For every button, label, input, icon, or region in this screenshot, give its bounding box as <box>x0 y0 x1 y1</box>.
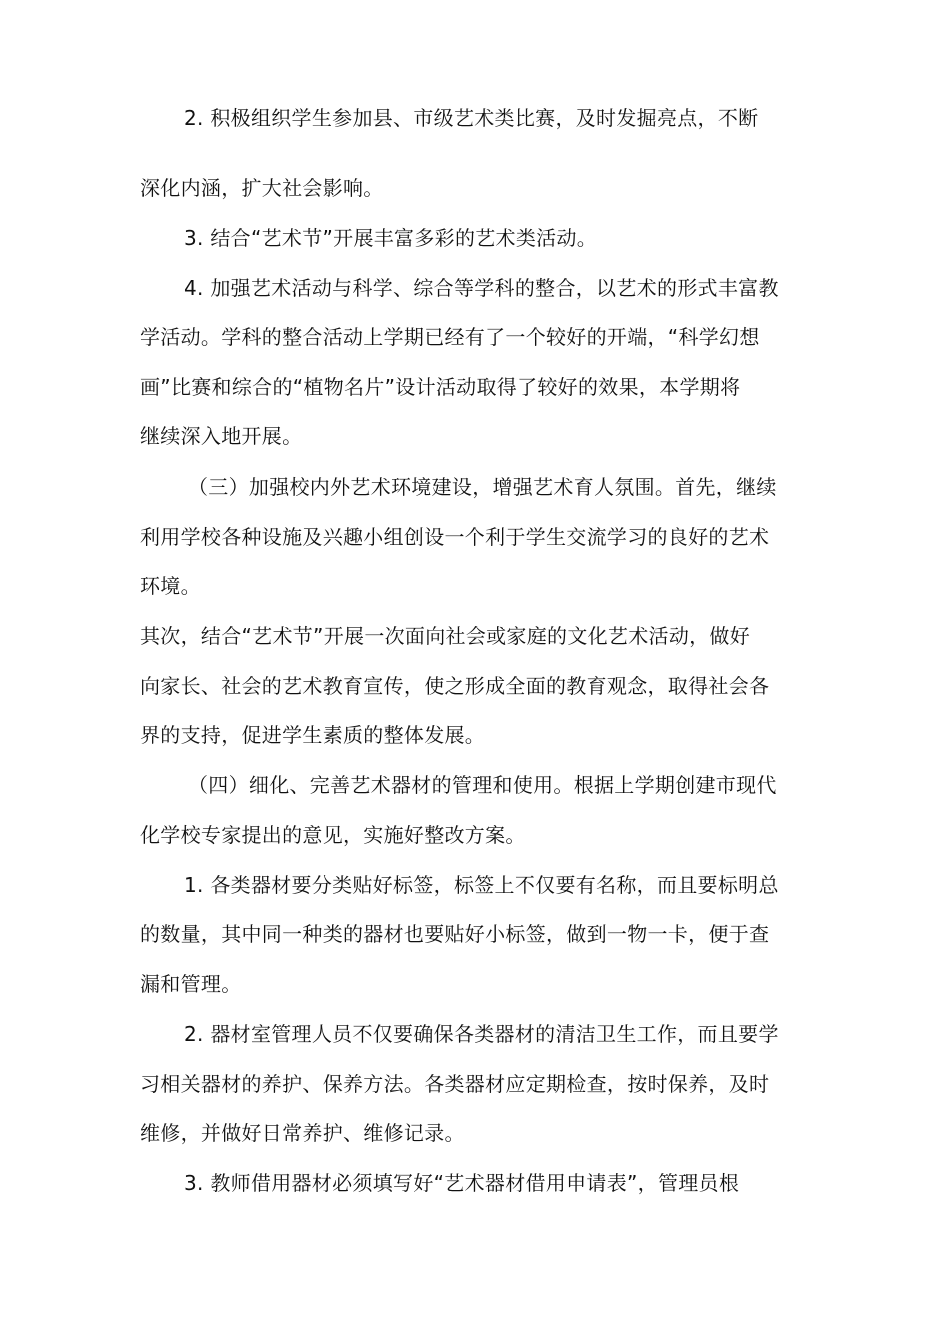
text-line-17: 的数量，其中同一种类的器材也要贴好小标签，做到一物一卡，便于查 <box>140 922 770 946</box>
text-line-13: 界的支持，促进学生素质的整体发展。 <box>140 723 486 747</box>
text-line-21: 维修，并做好日常养护、维修记录。 <box>140 1121 465 1145</box>
text-line-19: 2. 器材室管理人员不仅要确保各类器材的清洁卫生工作，而且要学 <box>184 1022 779 1046</box>
text-line-2: 深化内涵，扩大社会影响。 <box>140 176 384 200</box>
text-line-3: 3. 结合“艺术节”开展丰富多彩的艺术类活动。 <box>184 226 598 250</box>
text-line-8: （三）加强校内外艺术环境建设，增强艺术育人氛围。首先，继续 <box>188 475 777 499</box>
text-line-9: 利用学校各种设施及兴趣小组创设一个利于学生交流学习的良好的艺术 <box>140 525 770 549</box>
text-line-11: 其次，结合“艺术节”开展一次面向社会或家庭的文化艺术活动，做好 <box>140 624 751 648</box>
text-line-1: 2. 积极组织学生参加县、市级艺术类比赛，及时发掘亮点，不断 <box>184 106 759 130</box>
text-line-12: 向家长、社会的艺术教育宣传，使之形成全面的教育观念，取得社会各 <box>140 674 770 698</box>
text-line-14: （四）细化、完善艺术器材的管理和使用。根据上学期创建市现代 <box>188 773 777 797</box>
text-line-6: 画”比赛和综合的“植物名片”设计活动取得了较好的效果，本学期将 <box>140 375 741 399</box>
text-line-10: 环境。 <box>140 574 201 598</box>
text-line-16: 1. 各类器材要分类贴好标签，标签上不仅要有名称，而且要标明总 <box>184 873 779 897</box>
text-line-15: 化学校专家提出的意见，实施好整改方案。 <box>140 823 526 847</box>
text-line-20: 习相关器材的养护、保养方法。各类器材应定期检查，按时保养，及时 <box>140 1072 770 1096</box>
text-line-7: 继续深入地开展。 <box>140 424 303 448</box>
text-line-18: 漏和管理。 <box>140 972 242 996</box>
text-line-4: 4. 加强艺术活动与科学、综合等学科的整合，以艺术的形式丰富教 <box>184 276 779 300</box>
text-line-22: 3. 教师借用器材必须填写好“艺术器材借用申请表”，管理员根 <box>184 1171 740 1195</box>
text-line-5: 学活动。学科的整合活动上学期已经有了一个较好的开端，“科学幻想 <box>140 325 760 349</box>
